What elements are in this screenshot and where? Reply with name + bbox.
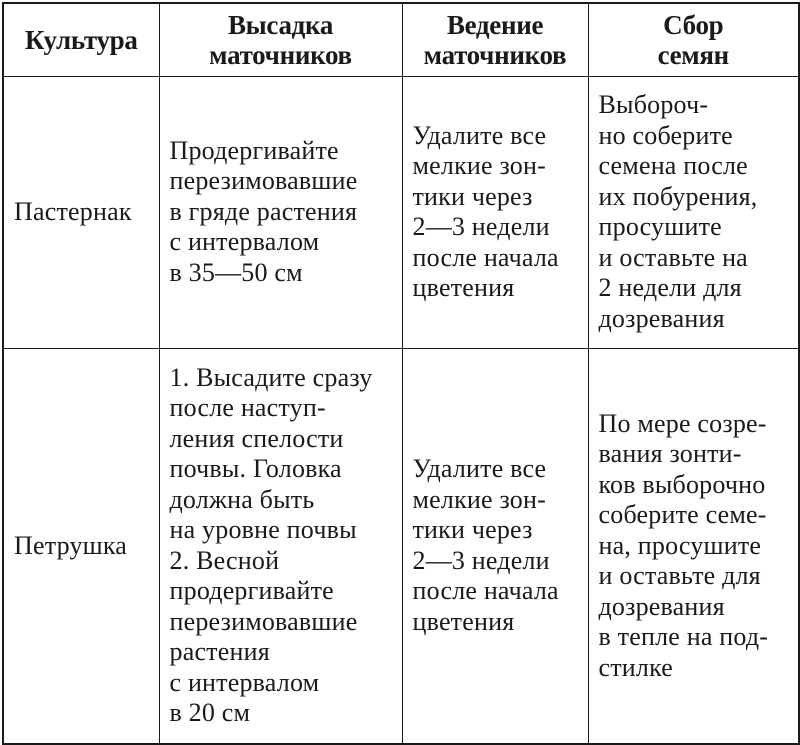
text-line: и оставьте для bbox=[598, 561, 761, 590]
text-line: 2—3 недели bbox=[412, 545, 550, 575]
header-harvest bbox=[588, 3, 799, 76]
text-line: почвы. Головка bbox=[169, 454, 342, 484]
text-line: в 35—50 см bbox=[169, 257, 303, 287]
text-line: По мере созре- bbox=[598, 408, 767, 438]
text-line: семена после bbox=[598, 151, 748, 180]
text-line: с интервалом bbox=[169, 227, 320, 257]
text-line: продергивайте bbox=[169, 576, 334, 606]
header-culture bbox=[3, 3, 159, 76]
text-line: 2—3 недели bbox=[412, 212, 550, 241]
text-line: 2. Весной bbox=[169, 545, 280, 575]
text-line: ков выборочно bbox=[598, 469, 766, 499]
text-line: перезимовавшие bbox=[169, 166, 358, 196]
planting-cell bbox=[159, 348, 402, 744]
text-line: с интервалом bbox=[169, 667, 320, 697]
header-care bbox=[402, 3, 588, 76]
text-line: растения bbox=[169, 637, 270, 667]
harvest-cell bbox=[588, 348, 799, 744]
header-harvest-line: семян bbox=[657, 39, 729, 70]
text-line: Удалите все bbox=[412, 120, 547, 150]
text-line: в гряде растения bbox=[169, 196, 358, 226]
seed-plants-table bbox=[2, 2, 800, 745]
text-line: дозревания bbox=[598, 591, 725, 621]
text-line: и оставьте на bbox=[598, 242, 748, 272]
text-line: на, просушите bbox=[598, 530, 762, 560]
text-line: стилке bbox=[598, 652, 674, 682]
table-row-parsley bbox=[3, 348, 799, 744]
text-line: цветения bbox=[412, 606, 515, 636]
text-line: должна быть bbox=[169, 484, 315, 514]
header-culture-text: Культура bbox=[24, 24, 138, 55]
text-line: в тепле на под- bbox=[598, 622, 769, 651]
text-line: тики через bbox=[412, 515, 533, 545]
header-care-line: Ведение bbox=[446, 9, 544, 40]
text-line: 2 недели для bbox=[598, 273, 742, 302]
text-line: после наступ- bbox=[169, 393, 326, 423]
header-harvest-line: Сбор bbox=[663, 9, 724, 40]
header-planting bbox=[159, 3, 402, 76]
text-line: но соберите bbox=[598, 120, 733, 150]
culture-cell: Петрушка bbox=[3, 348, 159, 744]
text-line: дозревания bbox=[598, 303, 725, 333]
header-row bbox=[3, 3, 799, 76]
table-row-parsnip bbox=[3, 76, 799, 348]
text-line: цветения bbox=[412, 273, 515, 302]
header-planting-line: маточников bbox=[209, 39, 352, 70]
text-line: их побурения, bbox=[598, 181, 758, 211]
text-line: 1. Высадите сразу bbox=[169, 362, 373, 392]
planting-cell bbox=[159, 76, 402, 348]
text-line: просушите bbox=[598, 212, 722, 241]
text-line: мелкие зон- bbox=[412, 151, 546, 180]
text-line: мелкие зон- bbox=[412, 484, 546, 514]
text-line: соберите семе- bbox=[598, 500, 767, 529]
text-line: тики через bbox=[412, 181, 533, 211]
text-line: ления спелости bbox=[169, 423, 344, 453]
culture-cell: Пастернак bbox=[3, 76, 159, 348]
text-line: в 20 см bbox=[169, 698, 251, 728]
text-line: после начала bbox=[412, 576, 559, 606]
text-line: после начала bbox=[412, 242, 559, 272]
text-line: Продергивайте bbox=[169, 135, 339, 165]
text-line: Выбороч- bbox=[598, 90, 709, 119]
text-line: на уровне почвы bbox=[169, 515, 357, 545]
header-planting-line: Высадка bbox=[227, 9, 334, 40]
text-line: вания зонти- bbox=[598, 439, 742, 468]
harvest-cell bbox=[588, 76, 799, 348]
text-line: Удалите все bbox=[412, 454, 547, 484]
care-cell bbox=[402, 348, 588, 744]
header-care-line: маточников bbox=[423, 39, 567, 70]
text-line: перезимовавшие bbox=[169, 606, 358, 636]
care-cell bbox=[402, 76, 588, 348]
